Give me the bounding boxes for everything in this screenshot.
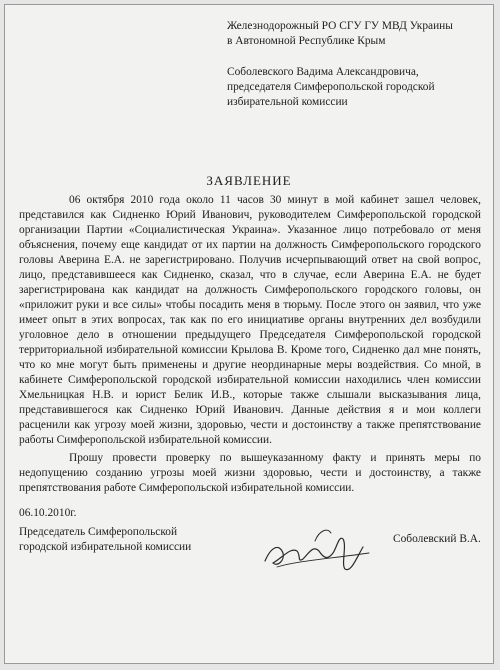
addressee-line: в Автономной Республике Крым xyxy=(227,35,386,47)
signer-position-line: Председатель Симферопольской xyxy=(19,526,178,538)
document-title: ЗАЯВЛЕНИЕ xyxy=(206,173,292,188)
signer-position xyxy=(19,525,191,555)
handwritten-signature xyxy=(257,517,377,581)
document-page xyxy=(4,4,494,664)
sender-line: председателя Симферопольской городской xyxy=(227,81,435,93)
sender-line: избирательной комиссии xyxy=(227,96,348,108)
body-paragraph: 06 октября 2010 года около 11 часов 30 минут в мой кабинет зашел человек, представился как Сидненко Юрий Иванович, руководителем Симферопольской городской организации Партии «Социалистическая Украина». Указанное лицо потребовало от меня объяснения, почему еще кандидат от их партии на должность Симферопольского городского головы Аверина Е.А. не зарегистрировано. Получив исчерпывающий ответ на свой вопрос, лицо, представившееся как Сидненко, сказал, что в случае, если Аверина Е.А. не будет зарегистрирована как кандидат на должность Симферопольского городского головы, он «приложит руки и все силы» чтобы посадить меня в тюрьму. После этого он заявил, что уже имеет опыт в этих вопросах, так как по его инициативе органы внутренних дел возбудили уголовное дело в отношении предыдущего Председателя Симферопольской городской территориальной избирательной комиссии Крылова В. Кроме того, Сидненко дал мне понять, что ко мне могут быть применены и другие неординарные меры воздействия. Со мной, в кабинете Симферопольской городской избирательной комиссии находились член комиссии Хмельницкая Н.В. и юрист Белик И.В., которые также слышали высказывания лица, представившегося как Сидненко Юрий Иванович. Данные действия я и мои коллеги расценили как угрозу моей жизни, здоровью, чести и достоинству а также препятствование работы Симферопольской избирательной комиссии. xyxy=(19,194,481,446)
signer-name: Соболевский В.А. xyxy=(393,533,481,545)
addressee-block xyxy=(227,19,489,110)
statement-body xyxy=(19,193,481,496)
addressee-line: Железнодорожный РО СГУ ГУ МВД Украины xyxy=(227,20,453,32)
body-paragraph: Прошу провести проверку по вышеуказанному факту и принять меры по недопущению созданию угрозы моей жизни здоровью, чести и достоинству, а также препятствования работе Симферопольской избирательной комиссии. xyxy=(19,452,481,494)
document-date: 06.10.2010г. xyxy=(19,507,77,519)
signer-position-line: городской избирательной комиссии xyxy=(19,541,192,553)
sender-line: Соболевского Вадима Александровича, xyxy=(227,66,419,78)
